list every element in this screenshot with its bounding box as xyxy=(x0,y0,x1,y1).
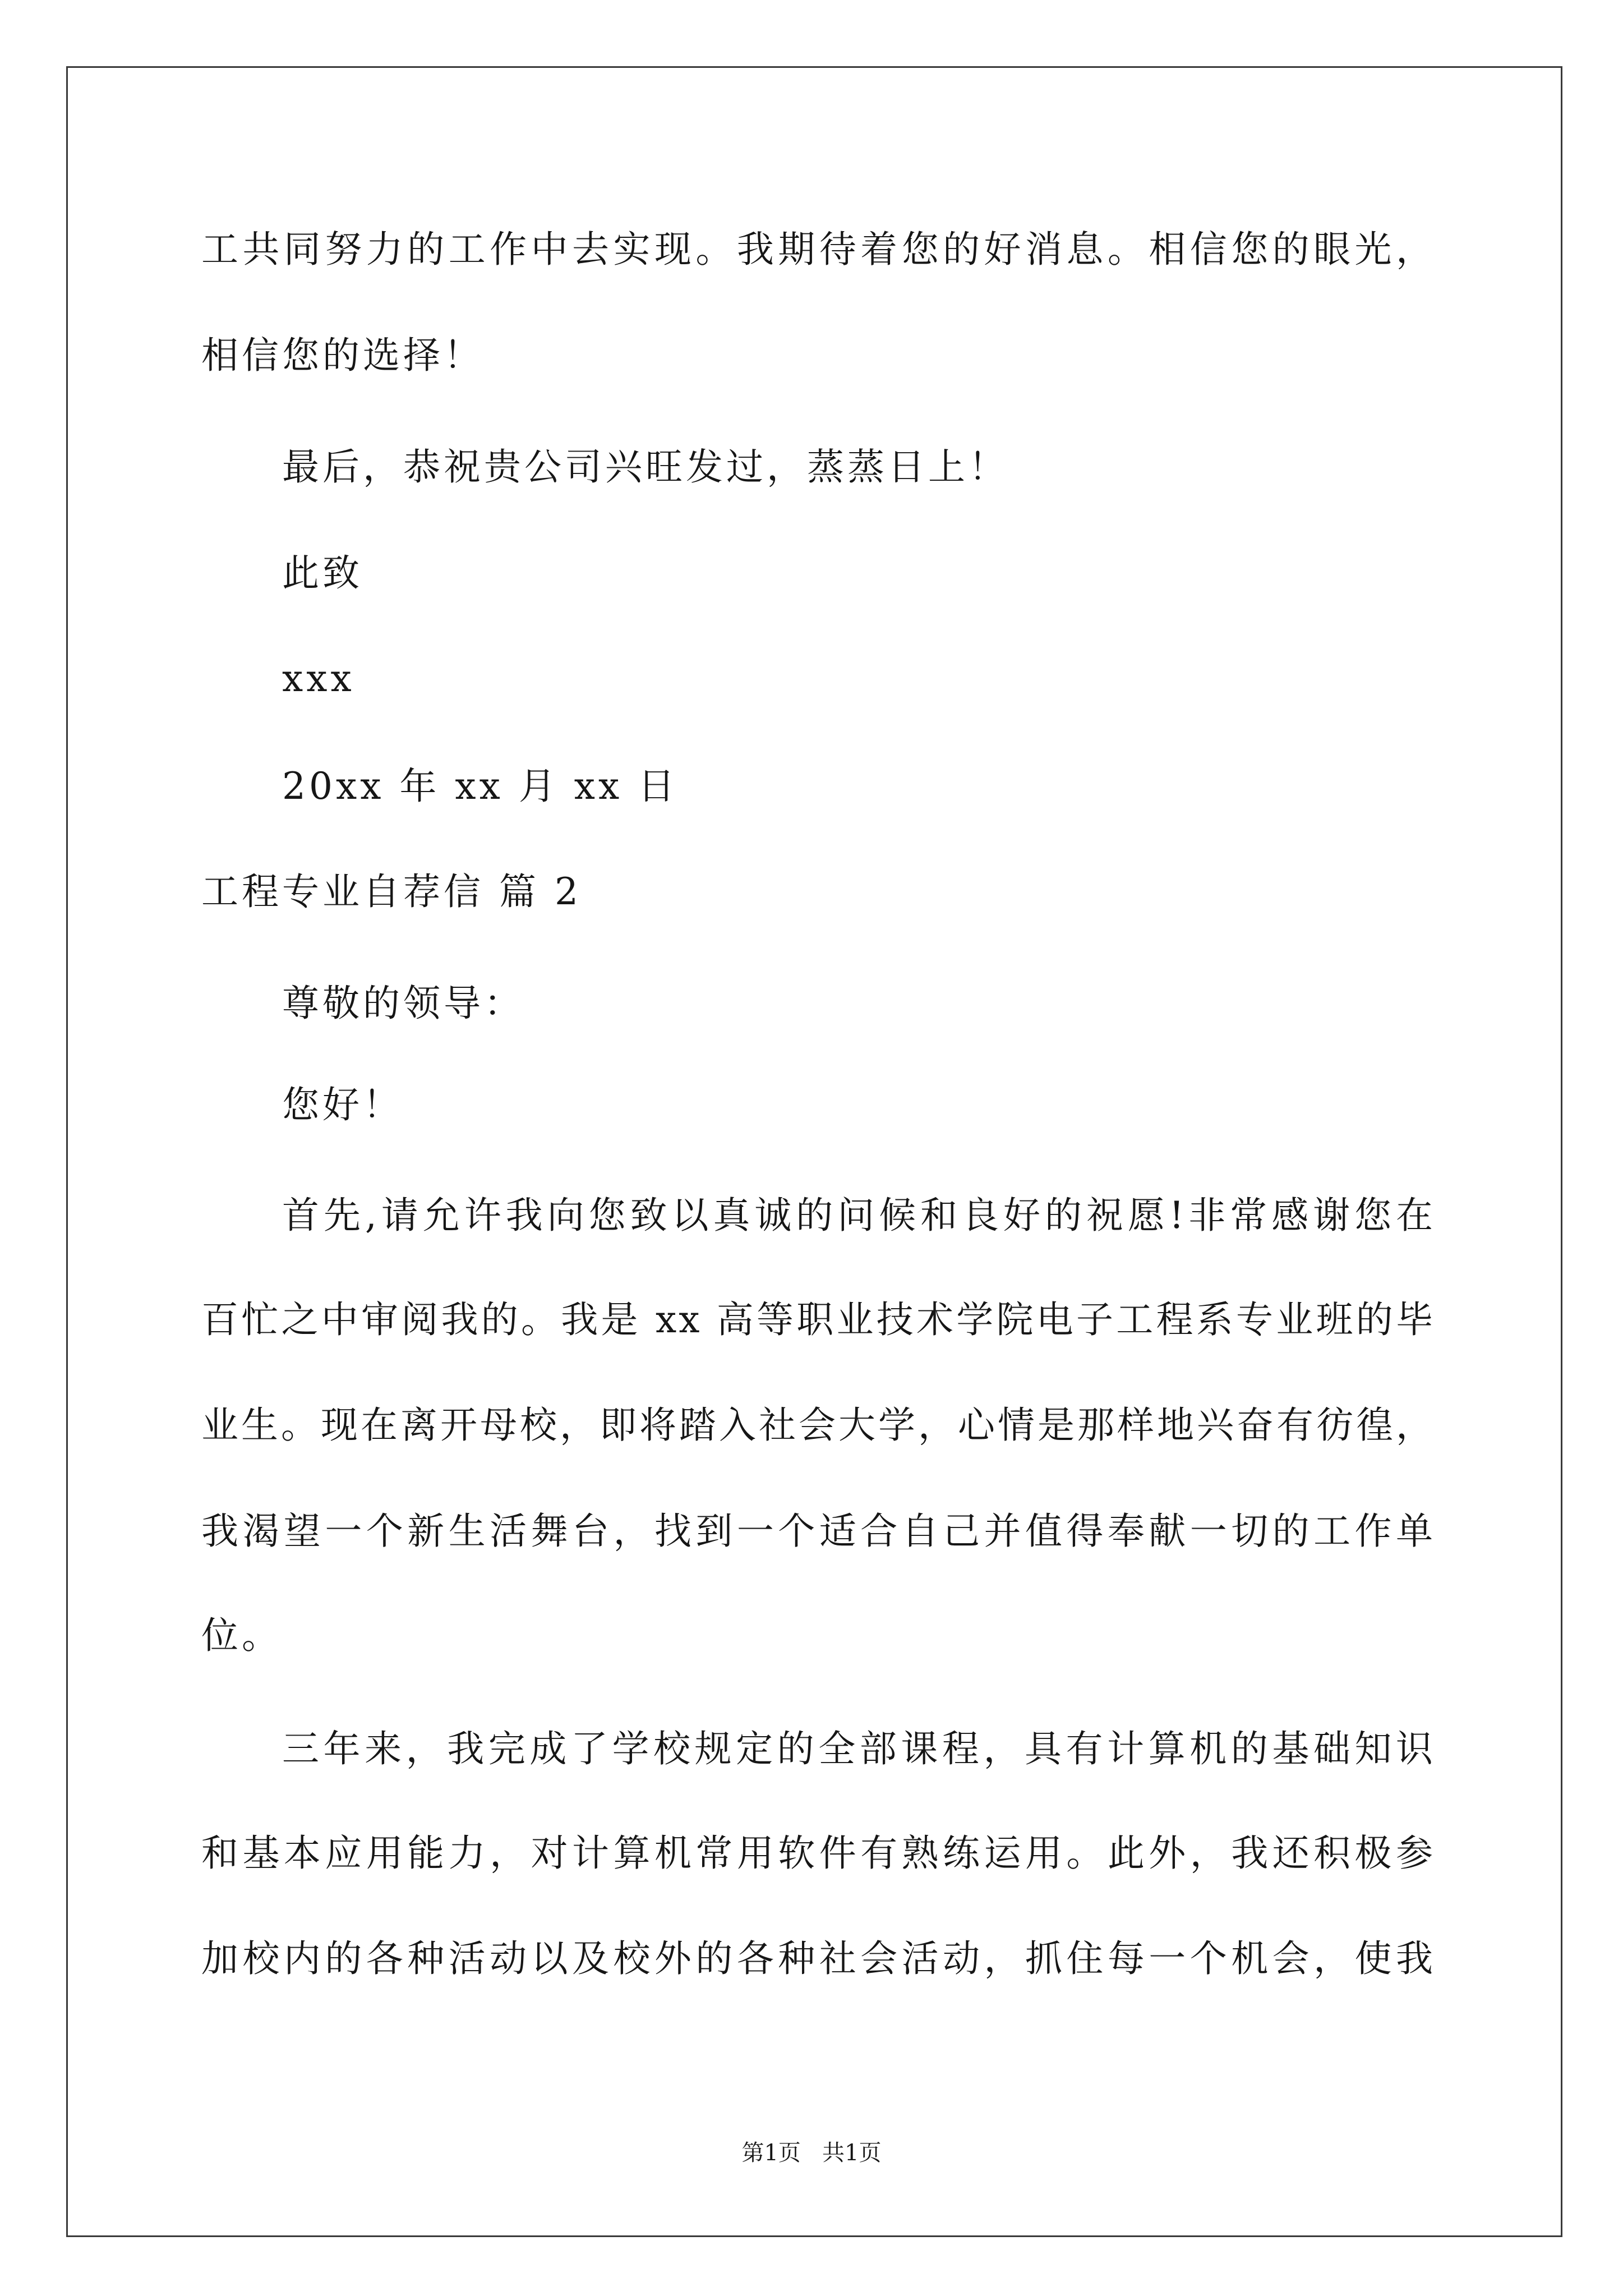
body-line: 我渴望一个新生活舞台，找到一个适合自己并值得奉献一切的工作单 xyxy=(201,1510,1435,1553)
closing-salutation: 此致 xyxy=(282,551,363,595)
signature-name: xxx xyxy=(282,657,355,700)
body-line: 百忙之中审阅我的。我是 xx 高等职业技术学院电子工程系专业班的毕 xyxy=(201,1298,1435,1341)
body-line: 三年来，我完成了学校规定的全部课程，具有计算机的基础知识 xyxy=(282,1727,1435,1770)
body-line: 位。 xyxy=(201,1614,282,1657)
body-line: 和基本应用能力，对计算机常用软件有熟练运用。此外，我还积极参 xyxy=(201,1832,1435,1875)
greeting-recipient: 尊敬的领导： xyxy=(282,982,524,1025)
page-number-footer: 第1页 共1页 xyxy=(741,2140,882,2166)
body-line: 工共同努力的工作中去实现。我期待着您的好消息。相信您的眼光， xyxy=(201,228,1435,271)
body-line: 首先,请允许我向您致以真诚的问候和良好的祝愿!非常感谢您在 xyxy=(282,1194,1435,1237)
page-border xyxy=(66,66,1562,2237)
body-line: 加校内的各种活动以及校外的各种社会活动，抓住每一个机会，使我 xyxy=(201,1937,1435,1980)
signature-date: 20xx 年 xx 月 xx 日 xyxy=(282,765,679,808)
body-line: 相信您的选择！ xyxy=(201,334,484,377)
section-heading: 工程专业自荐信 篇 2 xyxy=(201,870,582,913)
closing-wish: 最后，恭祝贵公司兴旺发过，蒸蒸日上！ xyxy=(282,445,1009,489)
body-line: 业生。现在离开母校，即将踏入社会大学，心情是那样地兴奋有彷徨， xyxy=(201,1404,1435,1447)
greeting: 您好！ xyxy=(282,1083,403,1126)
